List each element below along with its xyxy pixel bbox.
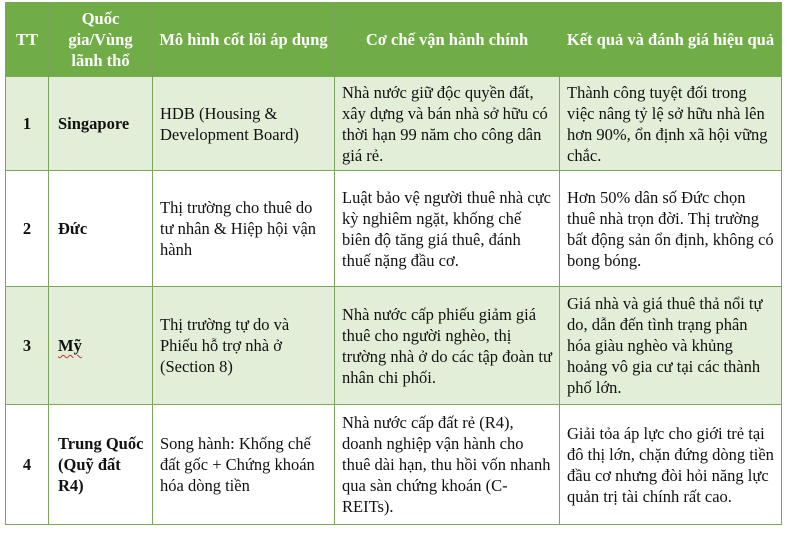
table-body — [6, 77, 782, 525]
country-cell — [49, 287, 153, 405]
spellcheck-underlined-text: Mỹ — [58, 336, 82, 355]
country-cell: Singapore — [49, 77, 153, 171]
header-mechanism: Cơ chế vận hành chính — [335, 3, 560, 77]
result-cell: Hơn 50% dân số Đức chọn thuê nhà trọn đời. Thị trường bất động sản ổn định, không có bong bóng. — [560, 171, 782, 287]
header-result: Kết quả và đánh giá hiệu quả — [560, 3, 782, 77]
mechanism-cell: Nhà nước cấp phiếu giảm giá thuê cho người nghèo, thị trường nhà ở do các tập đoàn tư nhân chi phối. — [335, 287, 560, 405]
table-row — [6, 171, 782, 287]
header-row — [6, 3, 782, 77]
row-number: 2 — [6, 171, 49, 287]
mechanism-cell: Luật bảo vệ người thuê nhà cực kỳ nghiêm ngặt, khống chế biên độ tăng giá thuê, đánh thuế nặng đầu cơ. — [335, 171, 560, 287]
country-cell: Đức — [49, 171, 153, 287]
mechanism-cell: Nhà nước giữ độc quyền đất, xây dựng và bán nhà sở hữu có thời hạn 99 năm cho công dân giá rẻ. — [335, 77, 560, 171]
table-header — [6, 3, 782, 77]
header-country: Quốc gia/Vùng lãnh thổ — [49, 3, 153, 77]
model-cell: Song hành: Khống chế đất gốc + Chứng khoán hóa dòng tiền — [153, 405, 335, 525]
table-row — [6, 405, 782, 525]
row-number: 4 — [6, 405, 49, 525]
header-tt: TT — [6, 3, 49, 77]
result-cell: Thành công tuyệt đối trong việc nâng tỷ lệ sở hữu nhà lên hơn 90%, ổn định xã hội vững chắc. — [560, 77, 782, 171]
row-number: 3 — [6, 287, 49, 405]
model-cell: Thị trường cho thuê do tư nhân & Hiệp hội vận hành — [153, 171, 335, 287]
table-row — [6, 287, 782, 405]
result-cell: Giải tỏa áp lực cho giới trẻ tại đô thị lớn, chặn đứng dòng tiền đầu cơ nhưng đòi hỏi năng lực quản trị tài chính rất cao. — [560, 405, 782, 525]
table-row — [6, 77, 782, 171]
model-cell: HDB (Housing & Development Board) — [153, 77, 335, 171]
row-number: 1 — [6, 77, 49, 171]
mechanism-cell: Nhà nước cấp đất rẻ (R4), doanh nghiệp vận hành cho thuê dài hạn, thu hồi vốn nhanh qua sàn chứng khoán (C-REITs). — [335, 405, 560, 525]
header-model: Mô hình cốt lõi áp dụng — [153, 3, 335, 77]
comparison-table — [5, 2, 782, 525]
country-cell: Trung Quốc (Quỹ đất R4) — [49, 405, 153, 525]
result-cell: Giá nhà và giá thuê thả nổi tự do, dẫn đến tình trạng phân hóa giàu nghèo và khủng hoảng vô gia cư tại các thành phố lớn. — [560, 287, 782, 405]
model-cell: Thị trường tự do và Phiếu hỗ trợ nhà ở (Section 8) — [153, 287, 335, 405]
